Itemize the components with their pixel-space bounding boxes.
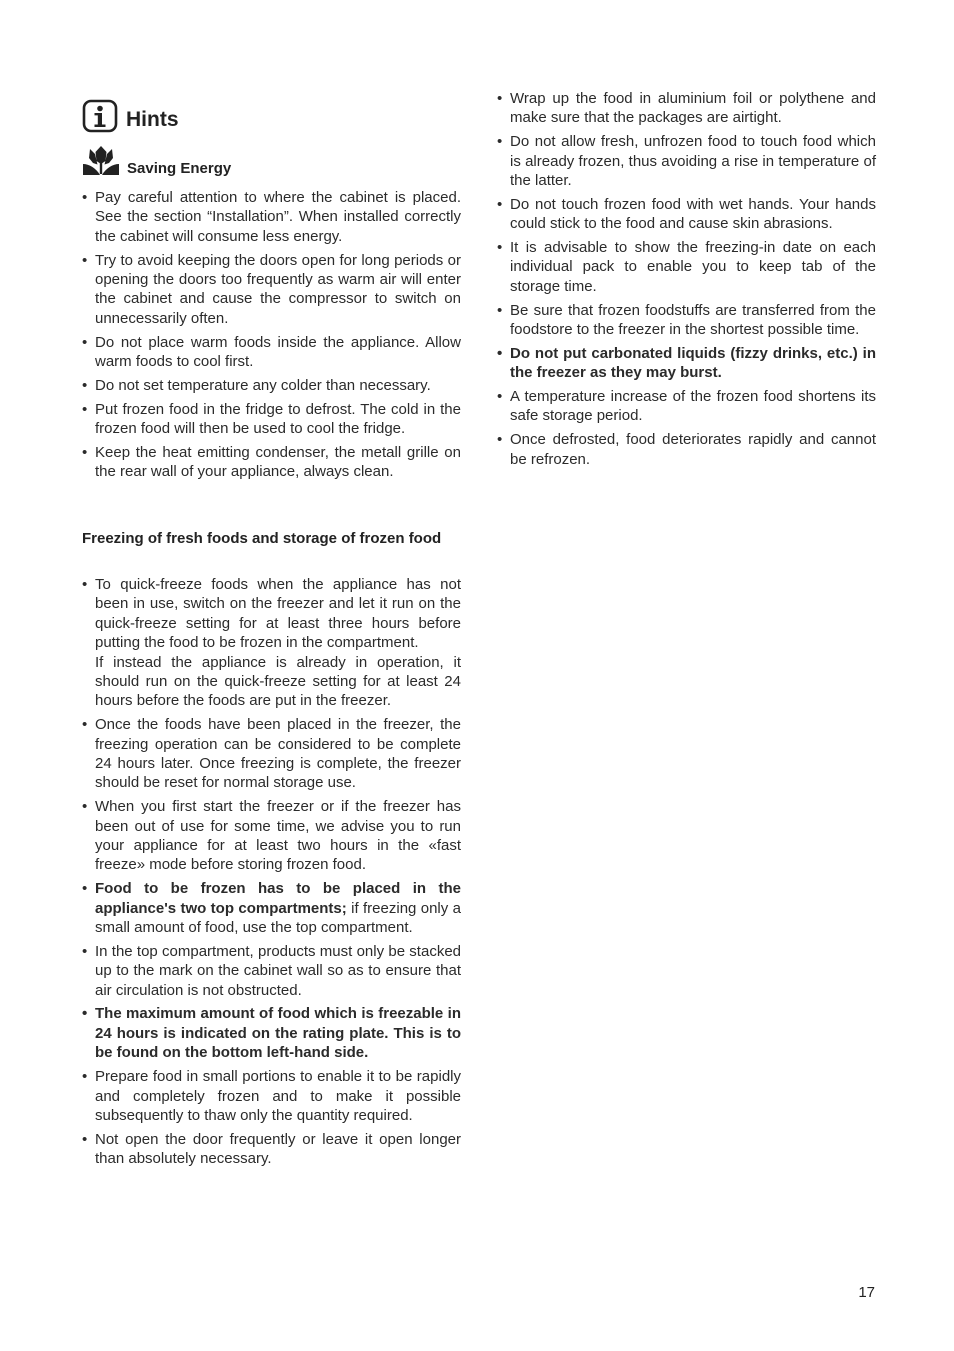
list-item (497, 387, 876, 426)
saving-energy-title: Saving Energy (127, 160, 232, 177)
list-item-text: In the top compartment, products must only be stacked up to the mark on the cabinet wall so as to ensure that air circulation is not obstructed. (95, 942, 461, 999)
list-item-bold-text: Do not put carbonated liquids (fizzy drinks, etc.) in the freezer as they may burst. (510, 344, 876, 382)
list-item (82, 1067, 461, 1125)
list-item (497, 89, 876, 128)
list-item (82, 879, 461, 937)
freezing-section-title: Freezing of fresh foods and storage of frozen food (82, 530, 442, 547)
saving-energy-heading (82, 144, 231, 178)
list-item-text: Once the foods have been placed in the freezer, the freezing operation can be considered to be complete 24 hours later. Once freezing is complete, the freezer should be reset for normal storage use. (95, 716, 461, 792)
list-item-text: Prepare food in small portions to enable it to be rapidly and completely frozen and to make it possible subsequently to thaw only the quantity required. (95, 1068, 461, 1124)
list-item (82, 1004, 461, 1062)
list-item: • Do not set temperature any colder than necessary. (82, 376, 461, 395)
list-item: • Keep the heat emitting condenser, the metall grille on the rear wall of your appliance, always clean. (82, 443, 461, 482)
list-item (82, 715, 461, 793)
list-item: • Do not place warm foods inside the appliance. Allow warm foods to cool first. (82, 333, 461, 372)
list-item (497, 301, 876, 340)
freezing-list (82, 575, 461, 1173)
tulip-icon (82, 144, 120, 178)
list-item-text: if freezing only a small amount of food, use the top compartment. (95, 899, 461, 937)
list-item-text: Not open the door frequently or leave it open longer than absolutely necessary. (95, 1130, 461, 1168)
list-item (82, 575, 461, 711)
list-item-bold-text: Food to be frozen has to be placed in the appliance's two top compartments; (95, 880, 461, 917)
storage-hints-list (497, 89, 876, 473)
list-item (497, 238, 876, 296)
page-title: Hints (126, 108, 179, 131)
list-item (82, 942, 461, 1000)
list-item-text: Wrap up the food in aluminium foil or polythene and make sure that the packages are airtight. (510, 90, 876, 127)
list-item: • Put frozen food in the fridge to defrost. The cold in the frozen food will then be used to cool the fridge. (82, 400, 461, 439)
list-item (497, 132, 876, 190)
title-row (82, 93, 179, 133)
list-item (497, 430, 876, 469)
list-item (497, 344, 876, 383)
list-item (82, 797, 461, 875)
list-item-text: When you first start the freezer or if the freezer has been out of use for some time, we advise you to run your appliance for at least two hours in the «fast freeze» mode before storing frozen food. (95, 798, 461, 874)
list-item-text: Do not allow fresh, unfrozen food to touch food which is already frozen, thus avoiding a rise in temperature of the latter. (510, 133, 876, 190)
saving-energy-list (82, 188, 461, 486)
list-item-text: Do not touch frozen food with wet hands. Your hands could stick to the food and cause skin abrasions. (510, 195, 876, 233)
page-number: 17 (858, 1284, 875, 1301)
list-item-bold-text: The maximum amount of food which is freezable in 24 hours is indicated on the rating plate. This is to be found on the bottom left-hand side. (95, 1005, 461, 1062)
info-icon (82, 99, 118, 133)
list-item-text: Once defrosted, food deteriorates rapidly and cannot be refrozen. (510, 431, 876, 468)
list-item-text-continued: If instead the appliance is already in operation, it should run on the quick-freeze setting for at least 24 hours before the foods are put in the freezer. (95, 653, 461, 710)
list-item-text: It is advisable to show the freezing-in date on each individual pack to enable you to keep tab of the storage time. (510, 239, 876, 295)
list-item: • Try to avoid keeping the doors open for long periods or opening the doors too frequently as warm air will enter the cabinet and cause the compressor to switch on unnecessarily often. (82, 251, 461, 329)
list-item: • Pay careful attention to where the cabinet is placed. See the section “Installation”. When installed correctly the cabinet will consume less energy. (82, 188, 461, 246)
list-item (82, 1130, 461, 1169)
list-item (497, 195, 876, 234)
list-item-text: To quick-freeze foods when the appliance has not been in use, switch on the freezer and let it run on the quick-freeze setting for at least three hours before putting the food to be frozen in the compartment. (95, 576, 461, 652)
list-item-text: A temperature increase of the frozen food shortens its safe storage period. (510, 388, 876, 425)
list-item-text: Be sure that frozen foodstuffs are transferred from the foodstore to the freezer in the shortest possible time. (510, 301, 876, 339)
